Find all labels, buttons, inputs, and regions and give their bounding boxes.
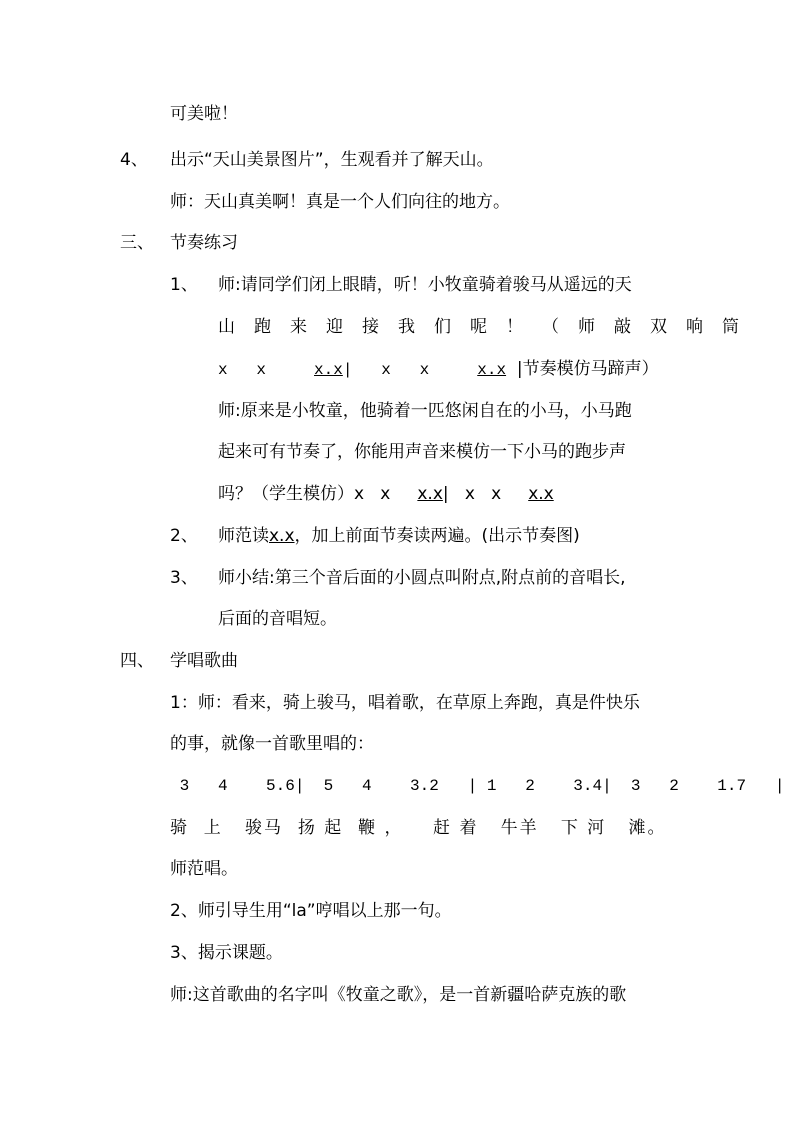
text-line: 师范读x.x，加上前面节奏读两遍。(出示节奏图) bbox=[218, 526, 580, 546]
rhythm-line bbox=[218, 358, 659, 381]
text-line: 3、揭示课题。 bbox=[170, 943, 283, 963]
section-number: 四、 bbox=[120, 651, 154, 671]
dotted-rhythm: x.x bbox=[314, 361, 343, 379]
text-line: 1：师：看来，骑上骏马，唱着歌，在草原上奔跑，真是件快乐 bbox=[170, 693, 640, 713]
rhythm-beats: x x bbox=[218, 361, 315, 379]
dotted-rhythm: x.x bbox=[269, 526, 295, 546]
text-line: 师小结:第三个音后面的小圆点叫附点,附点前的音唱长, bbox=[218, 568, 626, 588]
lyrics: 骑 上 骏马 扬 起 鞭 ， 赶 着 牛羊 下 河 滩。 bbox=[170, 818, 667, 838]
section-title: 节奏练习 bbox=[170, 233, 238, 253]
section-title: 学唱歌曲 bbox=[170, 651, 238, 671]
text-line: 师范唱。 bbox=[170, 859, 238, 879]
text-line: 师:请同学们闭上眼睛，听！小牧童骑着骏马从遥远的天 bbox=[218, 275, 632, 295]
text-line: 后面的音唱短。 bbox=[218, 609, 337, 629]
text-line: 山跑来迎接我们呢！（师敲双响筒 bbox=[218, 317, 758, 337]
rhythm-beats: | x x bbox=[442, 484, 529, 504]
text-line: 2、师引导生用“la”哼唱以上那一句。 bbox=[170, 901, 452, 921]
dotted-rhythm: x.x bbox=[477, 361, 507, 379]
text-line: 出示“天山美景图片”，生观看并了解天山。 bbox=[170, 150, 494, 170]
text-line: 师:这首歌曲的名字叫《牧童之歌》，是一首新疆哈萨克族的歌 bbox=[170, 985, 627, 1005]
rhythm-line bbox=[218, 483, 554, 505]
rhythm-beats: | x x bbox=[342, 361, 478, 379]
text-line: 起来可有节奏了，你能用声音来模仿一下小马的跑步声 bbox=[218, 442, 626, 462]
list-number: 1、 bbox=[170, 275, 198, 295]
list-number: 4、 bbox=[120, 150, 148, 170]
list-number: 2、 bbox=[170, 526, 198, 546]
text-line: 的事，就像一首歌里唱的： bbox=[170, 734, 374, 754]
dotted-rhythm: x.x bbox=[528, 484, 554, 504]
rhythm-caption: |节奏模仿马蹄声） bbox=[506, 359, 659, 379]
text-line: 师:原来是小牧童，他骑着一匹悠闲自在的小马，小马跑 bbox=[218, 401, 632, 421]
music-notes: 3 4 5.6| 5 4 3.2 | 1 2 3.4| 3 2 1.7 | bbox=[170, 777, 785, 795]
text-line: 师：天山真美啊！真是一个人们向往的地方。 bbox=[170, 192, 510, 212]
rhythm-beats: 吗？（学生模仿）x x bbox=[218, 484, 418, 504]
section-number: 三、 bbox=[120, 233, 154, 253]
text-line: 可美啦！ bbox=[170, 104, 238, 124]
list-number: 3、 bbox=[170, 568, 198, 588]
dotted-rhythm: x.x bbox=[417, 484, 443, 504]
